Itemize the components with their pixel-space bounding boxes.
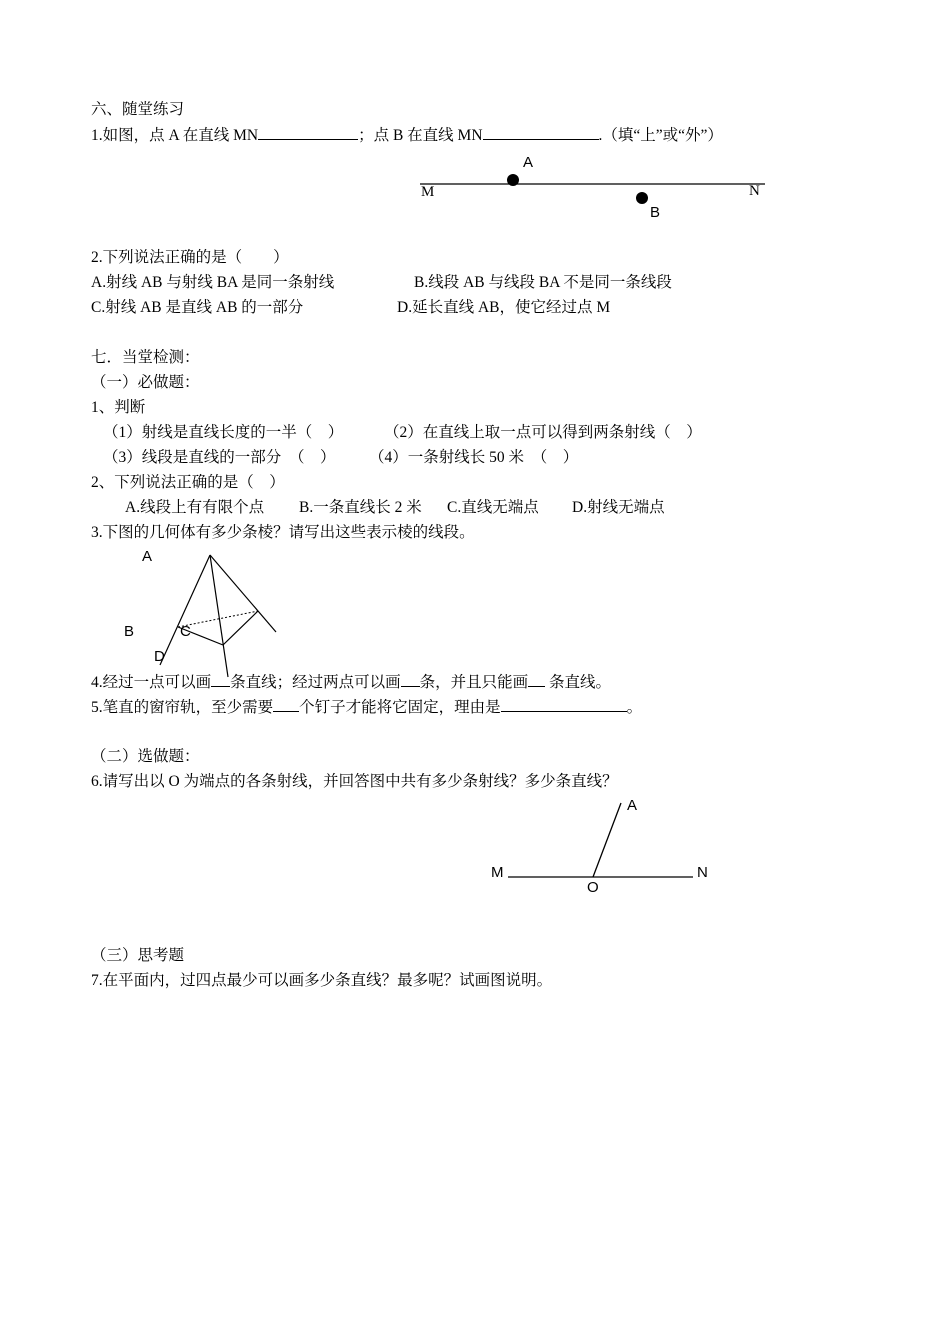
fig1-label-b: B — [650, 204, 661, 221]
choice-option-d: D.射线无端点 — [572, 499, 665, 516]
q2-option-c: C.射线 AB 是直线 AB 的一部分 — [91, 299, 304, 316]
q1-part-b: ；点 B 在直线 MN — [358, 127, 483, 144]
question-1 — [91, 125, 723, 146]
figure-rays-o — [500, 795, 700, 890]
fig3-label-c: C — [180, 623, 191, 640]
q2-option-b: B.线段 AB 与线段 BA 不是同一条线段 — [414, 274, 672, 291]
judge-item-2: （2）在直线上取一点可以得到两条射线（ ） — [384, 424, 702, 441]
subsection-optional: （二）选做题： — [91, 748, 200, 765]
fig1-label-a: A — [523, 154, 534, 171]
q4-part-a: 4.经过一点可以画 — [91, 674, 212, 691]
figure-line-mn — [415, 150, 775, 225]
q4-part-c: 条，并且只能画 — [419, 674, 529, 691]
figure-pyramid — [150, 545, 290, 685]
q5-part-a: 5.笔直的窗帘轨，至少需要 — [91, 699, 274, 716]
choice-question: 2、下列说法正确的是（ ） — [91, 474, 285, 491]
choice-option-c: C.直线无端点 — [447, 499, 539, 516]
q4-part-b: 条直线；经过两点可以画 — [230, 674, 401, 691]
q1-blank-1[interactable] — [258, 125, 358, 140]
q4-blank-1[interactable] — [211, 672, 230, 687]
q1-part-c: .（填“上”或“外”） — [598, 127, 723, 144]
q5-part-b: 个钉子才能将它固定，理由是 — [299, 699, 501, 716]
subsection-thinking: （三）思考题 — [91, 947, 185, 964]
q4-blank-3[interactable] — [528, 672, 545, 687]
question-3: 3.下图的几何体有多少条棱？请写出这些表示棱的线段。 — [91, 524, 475, 541]
question-2: 2.下列说法正确的是（ ） — [91, 249, 289, 266]
judge-item-4: （4）一条射线长 50 米 （ ） — [369, 449, 579, 466]
q5-part-c: 。 — [626, 699, 643, 716]
choice-option-a: A.线段上有有限个点 — [125, 499, 265, 516]
point-b-dot — [636, 192, 648, 204]
subsection-required: （一）必做题： — [91, 374, 200, 391]
fig3-label-d: D — [154, 648, 165, 665]
q2-option-a: A.射线 AB 与射线 BA 是同一条射线 — [91, 274, 335, 291]
q5-blank-1[interactable] — [273, 697, 299, 712]
q4-blank-2[interactable] — [401, 672, 420, 687]
section7-title: 七．当堂检测： — [91, 349, 200, 366]
edge-front-right — [223, 611, 258, 645]
ray-oa — [593, 803, 621, 877]
choice-option-b: B.一条直线长 2 米 — [299, 499, 422, 516]
fig3-label-b: B — [124, 623, 135, 640]
judge-item-3: （3）线段是直线的一部分 （ ） — [103, 449, 336, 466]
fig3-label-a: A — [142, 548, 153, 565]
q2-option-d: D.延长直线 AB，使它经过点 M — [397, 299, 611, 316]
fig1-label-m: M — [421, 184, 435, 200]
question-5 — [91, 697, 642, 718]
question-7: 7.在平面内，过四点最少可以画多少条直线？最多呢？试画图说明。 — [91, 972, 553, 989]
q5-blank-2[interactable] — [501, 697, 627, 712]
fig6-label-a: A — [627, 797, 638, 814]
fig6-label-n: N — [697, 864, 708, 881]
judge-title: 1、判断 — [91, 399, 146, 416]
q1-blank-2[interactable] — [483, 125, 599, 140]
section6-title: 六、随堂练习 — [91, 101, 185, 118]
judge-item-1: （1）射线是直线长度的一半（ ） — [103, 424, 344, 441]
point-a-dot — [507, 174, 519, 186]
edge-ad — [160, 555, 210, 665]
question-6: 6.请写出以 O 为端点的各条射线，并回答图中共有多少条射线？多少条直线？ — [91, 773, 618, 790]
q4-part-d: 条直线。 — [545, 674, 612, 691]
question-4 — [91, 672, 611, 693]
q1-part-a: 1.如图，点 A 在直线 MN — [91, 127, 259, 144]
fig6-label-o: O — [587, 879, 599, 896]
fig1-label-n: N — [749, 183, 760, 199]
fig6-label-m: M — [491, 864, 504, 881]
